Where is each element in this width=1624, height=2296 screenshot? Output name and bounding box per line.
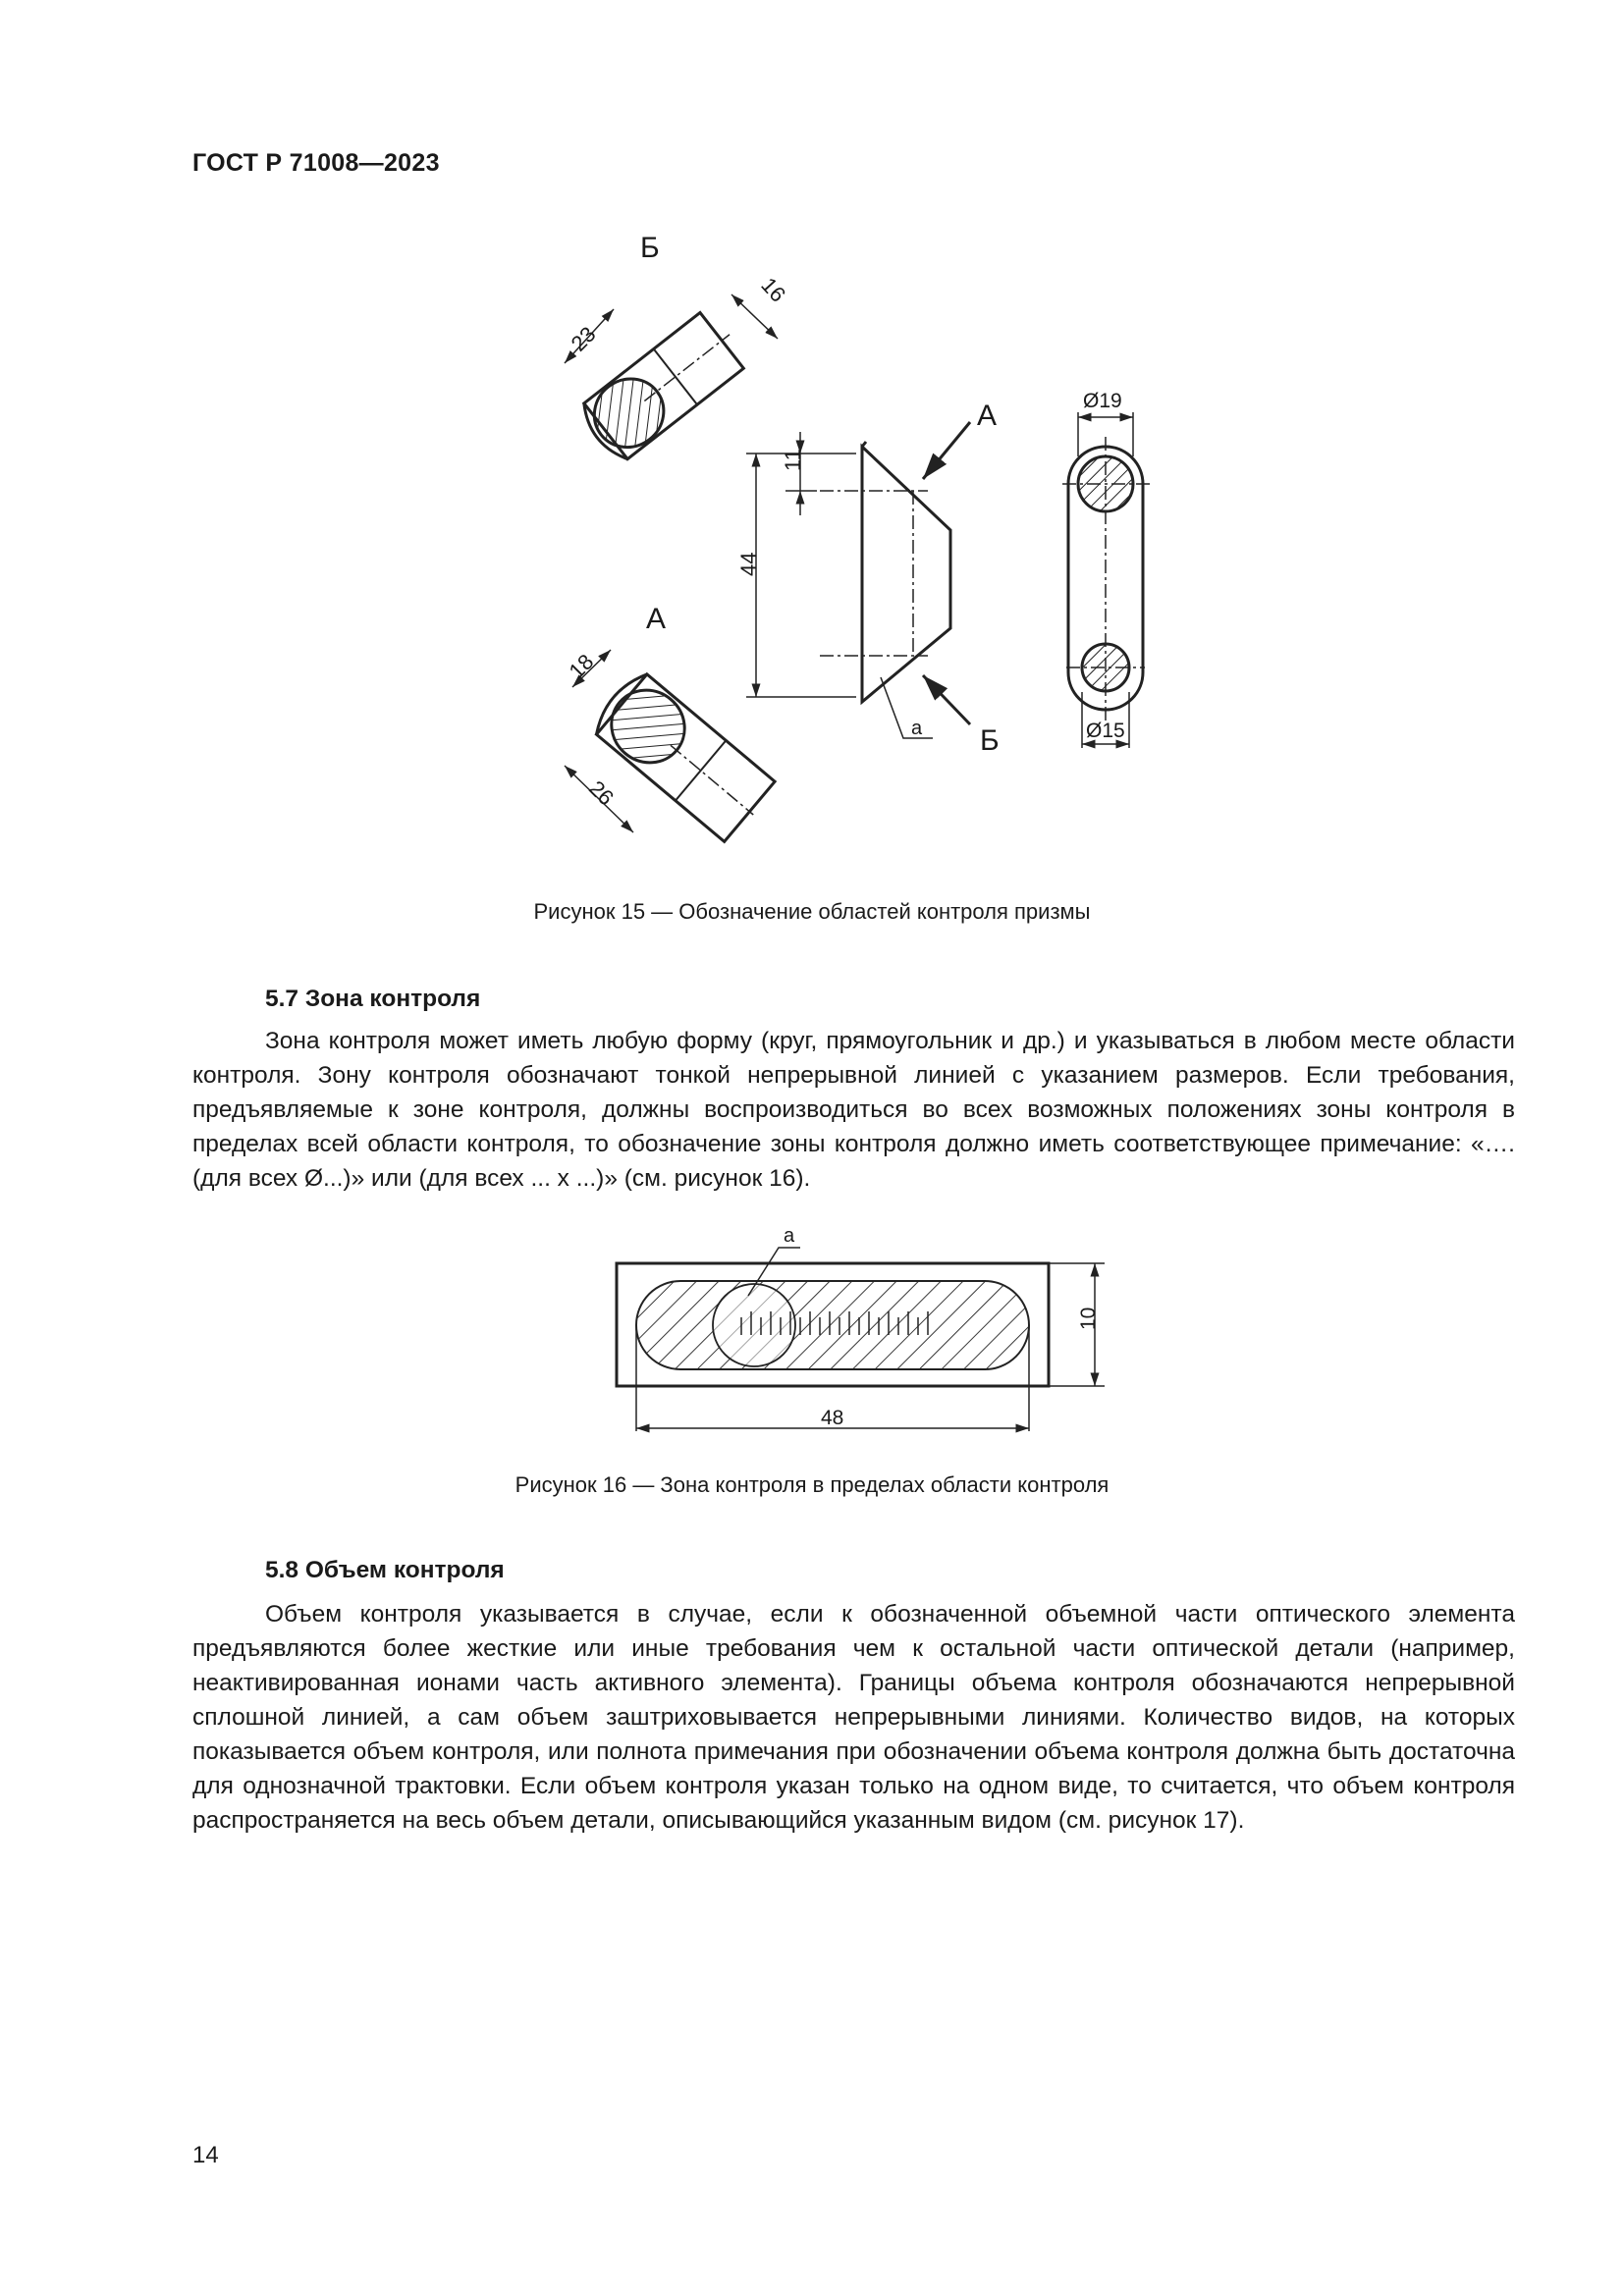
leader-a-label: а	[911, 718, 923, 739]
view-b-prism	[565, 294, 778, 465]
figure-15-drawing	[550, 216, 1178, 864]
fig16-dim-length: 48	[821, 1407, 844, 1429]
dim-a-width: 18	[564, 649, 599, 684]
fig16-dim-height: 10	[1077, 1307, 1100, 1330]
dim-dia-top: Ø19	[1083, 390, 1122, 412]
section-5-7-heading: 5.7 Зона контроля	[265, 986, 481, 1012]
figure-16-caption: Рисунок 16 — Зона контроля в пределах области контроля	[514, 1472, 1110, 1497]
figure-16-drawing	[589, 1215, 1119, 1436]
figure-15-caption: Рисунок 15 — Обозначение областей контроля призмы	[533, 899, 1091, 924]
section-5-8-heading: 5.8 Объем контроля	[265, 1557, 505, 1583]
dim-height-total: 44	[736, 552, 761, 576]
prism-top-view	[1062, 412, 1151, 748]
section-5-8-paragraph: Объем контроля указывается в случае, если к обозначенной объемной части оптического элемента предъявляются более жесткие или иные требования чем к остальной части оптической детали (например, неактивированная ионами часть активного элемента). Границы объема контроля обозначаются непрерывной сплошной линией, а сам объем заштриховывается непрерывными линиями. Количество видов, на которых показывается объем контроля, или полнота примечания при обозначении объема контроля должна быть достаточна для однозначной трактовки. Если объем контроля указан только на одном виде, то считается, что объем контроля распространяется на весь объем детали, описывающийся указанным видом (см. рисунок 17).	[192, 1601, 1515, 1834]
dim-height-small: 11	[781, 449, 805, 471]
view-b-title: Б	[640, 232, 660, 264]
fig16-leader-a-label: а	[784, 1225, 795, 1247]
section-5-7-paragraph: Зона контроля может иметь любую форму (круг, прямоугольник и др.) и указываться в любом месте области контроля. Зону контроля обозначают тонкой непрерывной линией с указанием размеров. Если требования, предъявляемые к зоне контроля, должны воспроизводиться во всех возможных положениях зоны контроля в пределах всей области контроля, то обозначение зоны контроля должно иметь соответствующее примечание: «….(для всех Ø...)» или (для всех ... x ...)» (см. рисунок 16).	[192, 1028, 1515, 1192]
view-a-title: А	[646, 603, 667, 635]
dim-b-width: 23	[566, 321, 601, 356]
view-a-prism	[565, 650, 779, 845]
page-number: 14	[192, 2142, 219, 2168]
dim-b-depth: 16	[756, 272, 791, 307]
dim-dia-bottom: Ø15	[1086, 720, 1125, 742]
arrow-a-label: А	[977, 400, 998, 432]
dim-a-depth: 26	[584, 775, 620, 811]
document-header: ГОСТ Р 71008—2023	[192, 149, 440, 177]
control-area-body	[617, 1248, 1105, 1431]
arrow-b-label: Б	[980, 724, 1000, 757]
